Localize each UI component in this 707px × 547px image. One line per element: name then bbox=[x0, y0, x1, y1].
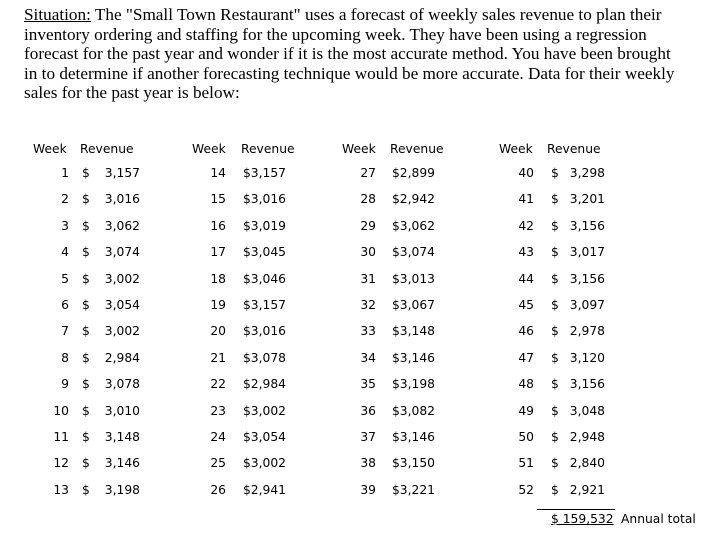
week-number: 23 bbox=[210, 403, 226, 418]
revenue-amount: 3,046 bbox=[250, 271, 286, 286]
revenue-amount: 3,017 bbox=[569, 245, 605, 260]
revenue-amount: 3,067 bbox=[399, 298, 435, 312]
currency-sign: $ bbox=[392, 377, 400, 392]
week-number: 47 bbox=[518, 350, 534, 365]
week-number: 5 bbox=[61, 271, 69, 286]
week-number: 13 bbox=[53, 482, 69, 497]
week-number: 27 bbox=[360, 166, 376, 180]
header-week: Week bbox=[192, 142, 226, 156]
week-number: 41 bbox=[518, 192, 534, 207]
week-number: 9 bbox=[61, 377, 69, 392]
revenue-amount: 3,150 bbox=[399, 456, 435, 471]
week-number: 49 bbox=[518, 403, 534, 418]
week-number: 14 bbox=[210, 166, 226, 180]
revenue-amount: 2,840 bbox=[569, 456, 605, 471]
revenue-amount: 3,002 bbox=[250, 456, 286, 471]
week-number: 40 bbox=[518, 166, 534, 180]
week-number: 11 bbox=[53, 430, 69, 444]
currency-sign: $ bbox=[82, 245, 90, 260]
currency-sign: $ bbox=[82, 350, 90, 365]
currency-sign: $ bbox=[551, 271, 559, 286]
revenue-amount: 3,148 bbox=[399, 324, 435, 339]
header-week: Week bbox=[342, 142, 376, 156]
currency-sign: $ bbox=[243, 218, 251, 233]
revenue-amount: 3,016 bbox=[250, 192, 286, 207]
week-number: 25 bbox=[210, 456, 226, 471]
currency-sign: $ bbox=[392, 350, 400, 365]
currency-sign: $ bbox=[243, 192, 251, 207]
currency-sign: $ bbox=[551, 298, 559, 312]
revenue-amount: 3,054 bbox=[104, 298, 140, 312]
currency-sign: $ bbox=[551, 166, 559, 180]
week-number: 32 bbox=[360, 298, 376, 312]
week-number: 12 bbox=[53, 456, 69, 471]
week-number: 35 bbox=[360, 377, 376, 392]
revenue-amount: 3,120 bbox=[569, 350, 605, 365]
week-number: 46 bbox=[518, 324, 534, 339]
currency-sign: $ bbox=[243, 350, 251, 365]
revenue-amount: 3,146 bbox=[104, 456, 140, 471]
week-number: 10 bbox=[53, 403, 69, 418]
currency-sign: $ bbox=[551, 456, 559, 471]
currency-sign: $ bbox=[243, 482, 251, 497]
revenue-amount: 2,984 bbox=[250, 377, 286, 392]
revenue-amount: 3,016 bbox=[104, 192, 140, 207]
header-revenue: Revenue bbox=[547, 142, 601, 156]
header-revenue: Revenue bbox=[241, 142, 295, 156]
week-number: 18 bbox=[210, 271, 226, 286]
currency-sign: $ bbox=[243, 430, 251, 444]
currency-sign: $ bbox=[551, 377, 559, 392]
week-number: 50 bbox=[518, 430, 534, 444]
revenue-amount: 3,078 bbox=[104, 377, 140, 392]
revenue-amount: 3,016 bbox=[250, 324, 286, 339]
week-number: 30 bbox=[360, 245, 376, 260]
currency-sign: $ bbox=[82, 456, 90, 471]
currency-sign: $ bbox=[243, 271, 251, 286]
revenue-amount: 3,156 bbox=[569, 271, 605, 286]
currency-sign: $ bbox=[551, 482, 559, 497]
currency-sign: $ bbox=[82, 192, 90, 207]
currency-sign: $ bbox=[82, 403, 90, 418]
week-number: 28 bbox=[360, 192, 376, 207]
currency-sign: $ bbox=[392, 430, 400, 444]
week-number: 22 bbox=[210, 377, 226, 392]
revenue-amount: 3,157 bbox=[250, 298, 286, 312]
week-number: 26 bbox=[210, 482, 226, 497]
week-number: 39 bbox=[360, 482, 376, 497]
currency-sign: $ bbox=[551, 350, 559, 365]
week-number: 7 bbox=[61, 324, 69, 339]
annual-total-value: $ 159,532 bbox=[551, 512, 614, 526]
week-number: 34 bbox=[360, 350, 376, 365]
currency-sign: $ bbox=[82, 298, 90, 312]
currency-sign: $ bbox=[82, 430, 90, 444]
revenue-amount: 3,062 bbox=[399, 218, 435, 233]
revenue-amount: 3,146 bbox=[399, 430, 435, 444]
revenue-amount: 3,157 bbox=[250, 166, 286, 180]
week-number: 16 bbox=[210, 218, 226, 233]
revenue-amount: 3,156 bbox=[569, 377, 605, 392]
week-number: 6 bbox=[61, 298, 69, 312]
currency-sign: $ bbox=[392, 218, 400, 233]
week-number: 8 bbox=[61, 350, 69, 365]
revenue-amount: 3,198 bbox=[104, 482, 140, 497]
currency-sign: $ bbox=[243, 377, 251, 392]
revenue-amount: 3,002 bbox=[104, 271, 140, 286]
currency-sign: $ bbox=[243, 298, 251, 312]
week-number: 42 bbox=[518, 218, 534, 233]
week-number: 29 bbox=[360, 218, 376, 233]
revenue-amount: 3,074 bbox=[104, 245, 140, 260]
currency-sign: $ bbox=[551, 403, 559, 418]
currency-sign: $ bbox=[551, 245, 559, 260]
revenue-amount: 3,013 bbox=[399, 271, 435, 286]
revenue-amount: 3,201 bbox=[569, 192, 605, 207]
revenue-amount: 3,002 bbox=[104, 324, 140, 339]
revenue-amount: 3,157 bbox=[104, 166, 140, 180]
week-number: 45 bbox=[518, 298, 534, 312]
header-week: Week bbox=[499, 142, 533, 156]
week-number: 43 bbox=[518, 245, 534, 260]
week-number: 20 bbox=[210, 324, 226, 339]
revenue-amount: 3,082 bbox=[399, 403, 435, 418]
currency-sign: $ bbox=[82, 271, 90, 286]
week-number: 37 bbox=[360, 430, 376, 444]
currency-sign: $ bbox=[392, 245, 400, 260]
revenue-amount: 3,074 bbox=[399, 245, 435, 260]
week-number: 19 bbox=[210, 298, 226, 312]
situation-lead: Situation: bbox=[24, 5, 91, 24]
week-number: 1 bbox=[61, 166, 69, 180]
header-revenue: Revenue bbox=[390, 142, 444, 156]
currency-sign: $ bbox=[392, 298, 400, 312]
week-number: 2 bbox=[61, 192, 69, 207]
revenue-amount: 3,221 bbox=[399, 482, 435, 497]
week-number: 51 bbox=[518, 456, 534, 471]
revenue-amount: 3,054 bbox=[250, 430, 286, 444]
revenue-amount: 2,942 bbox=[399, 192, 435, 207]
currency-sign: $ bbox=[551, 192, 559, 207]
annual-total-label: Annual total bbox=[621, 512, 696, 526]
currency-sign: $ bbox=[551, 430, 559, 444]
currency-sign: $ bbox=[392, 403, 400, 418]
currency-sign: $ bbox=[82, 482, 90, 497]
currency-sign: $ bbox=[82, 218, 90, 233]
week-number: 3 bbox=[61, 218, 69, 233]
week-number: 21 bbox=[210, 350, 226, 365]
currency-sign: $ bbox=[392, 192, 400, 207]
currency-sign: $ bbox=[392, 271, 400, 286]
revenue-amount: 3,019 bbox=[250, 218, 286, 233]
currency-sign: $ bbox=[243, 324, 251, 339]
revenue-amount: 3,146 bbox=[399, 350, 435, 365]
currency-sign: $ bbox=[243, 245, 251, 260]
week-number: 33 bbox=[360, 324, 376, 339]
currency-sign: $ bbox=[392, 166, 400, 180]
underline-week52 bbox=[537, 509, 615, 510]
revenue-amount: 3,048 bbox=[569, 403, 605, 418]
currency-sign: $ bbox=[392, 456, 400, 471]
week-number: 4 bbox=[61, 245, 69, 260]
currency-sign: $ bbox=[82, 377, 90, 392]
week-number: 36 bbox=[360, 403, 376, 418]
situation-text: The "Small Town Restaurant" uses a forecast of weekly sales revenue to plan their inventory ordering and staffing for the upcoming week. They have been using a regression forecast for the past year and wonder if it is the most accurate method. You have been brought in to determine if another forecasting technique would be more accurate. Data for their weekly sales for the past year is below: bbox=[24, 5, 675, 103]
revenue-amount: 2,978 bbox=[569, 324, 605, 339]
currency-sign: $ bbox=[243, 166, 251, 180]
currency-sign: $ bbox=[551, 218, 559, 233]
revenue-amount: 3,078 bbox=[250, 350, 286, 365]
currency-sign: $ bbox=[392, 482, 400, 497]
week-number: 31 bbox=[360, 271, 376, 286]
revenue-amount: 3,148 bbox=[104, 430, 140, 444]
revenue-amount: 3,097 bbox=[569, 298, 605, 312]
currency-sign: $ bbox=[82, 324, 90, 339]
header-revenue: Revenue bbox=[80, 142, 134, 156]
currency-sign: $ bbox=[243, 403, 251, 418]
revenue-amount: 2,899 bbox=[399, 166, 435, 180]
revenue-amount: 3,298 bbox=[569, 166, 605, 180]
situation-paragraph bbox=[24, 5, 684, 103]
currency-sign: $ bbox=[551, 324, 559, 339]
revenue-amount: 3,002 bbox=[250, 403, 286, 418]
currency-sign: $ bbox=[392, 324, 400, 339]
revenue-amount: 3,045 bbox=[250, 245, 286, 260]
week-number: 24 bbox=[210, 430, 226, 444]
revenue-amount: 2,948 bbox=[569, 430, 605, 444]
revenue-amount: 2,941 bbox=[250, 482, 286, 497]
revenue-amount: 3,156 bbox=[569, 218, 605, 233]
revenue-amount: 3,010 bbox=[104, 403, 140, 418]
currency-sign: $ bbox=[243, 456, 251, 471]
revenue-amount: 2,984 bbox=[104, 350, 140, 365]
revenue-amount: 3,198 bbox=[399, 377, 435, 392]
week-number: 17 bbox=[210, 245, 226, 260]
currency-sign: $ bbox=[82, 166, 90, 180]
header-week: Week bbox=[33, 142, 67, 156]
revenue-amount: 2,921 bbox=[569, 482, 605, 497]
week-number: 44 bbox=[518, 271, 534, 286]
week-number: 38 bbox=[360, 456, 376, 471]
revenue-amount: 3,062 bbox=[104, 218, 140, 233]
week-number: 52 bbox=[518, 482, 534, 497]
week-number: 15 bbox=[210, 192, 226, 207]
week-number: 48 bbox=[518, 377, 534, 392]
